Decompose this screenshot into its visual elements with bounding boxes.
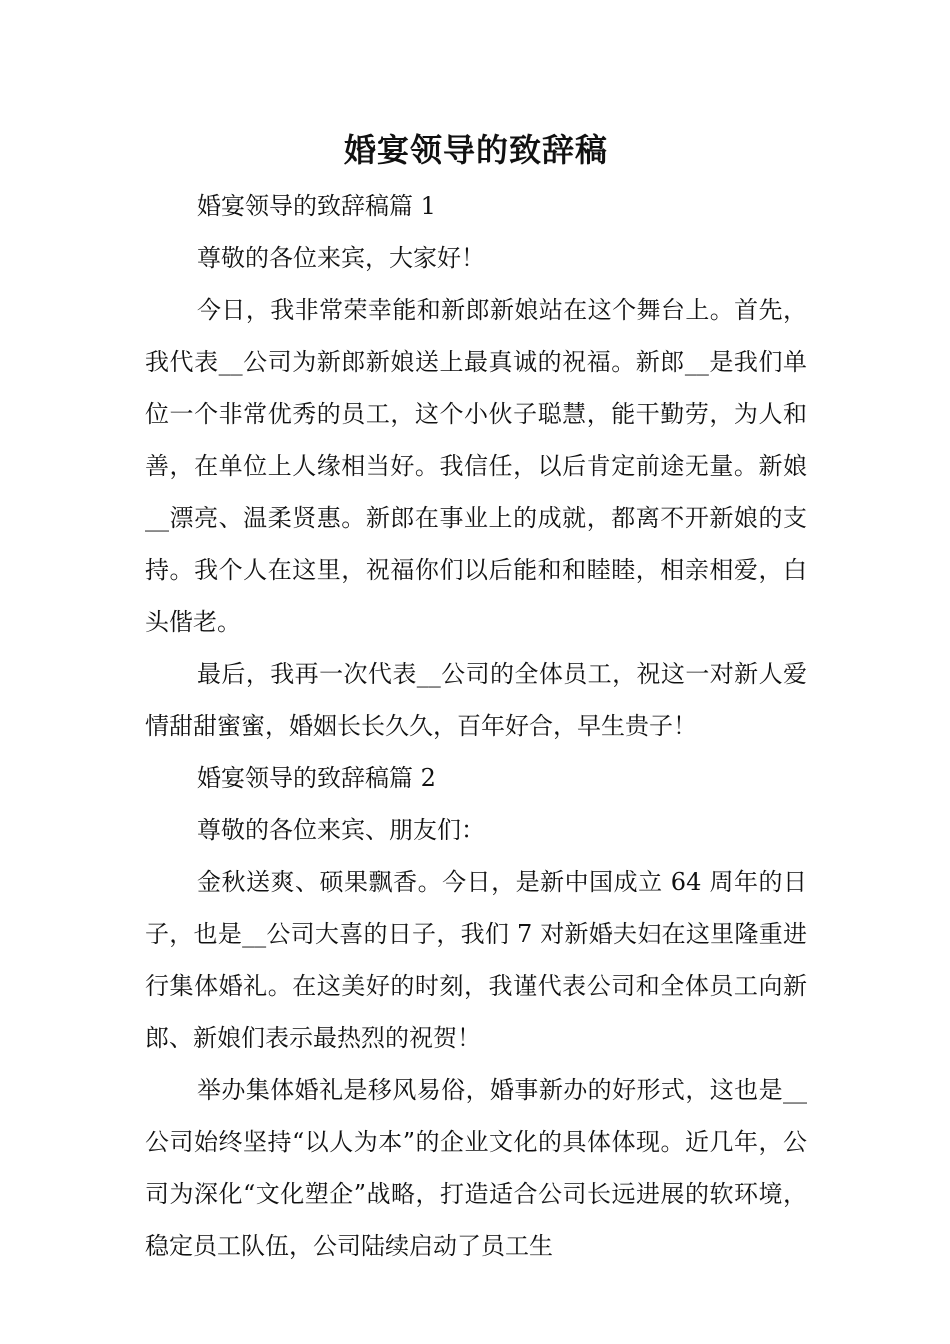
document-page bbox=[145, 120, 807, 1272]
document-title: 婚宴领导的致辞稿 bbox=[343, 131, 608, 169]
body-paragraph: 最后，我再一次代表__公司的全体员工，祝这一对新人爱情甜甜蜜蜜，婚姻长长久久，百年好合，早生贵子！ bbox=[145, 660, 807, 740]
body-paragraph: 今日，我非常荣幸能和新郎新娘站在这个舞台上。首先，我代表__公司为新郎新娘送上最真诚的祝福。新郎__是我们单位一个非常优秀的员工，这个小伙子聪慧，能干勤劳，为人和善，在单位上人缘相当好。我信任，以后肯定前途无量。新娘__漂亮、温柔贤惠。新郎在事业上的成就，都离不开新娘的支持。我个人在这里，祝福你们以后能和和睦睦，相亲相爱，白头偕老。 bbox=[145, 296, 807, 636]
section-heading-1: 婚宴领导的致辞稿篇 1 bbox=[197, 192, 436, 220]
salutation-2: 尊敬的各位来宾、朋友们： bbox=[197, 816, 485, 844]
salutation-1: 尊敬的各位来宾，大家好！ bbox=[197, 244, 485, 272]
body-paragraph: 举办集体婚礼是移风易俗，婚事新办的好形式，这也是__公司始终坚持“以人为本”的企业文化的具体体现。近几年，公司为深化“文化塑企”战略，打造适合公司长远进展的软环境，稳定员工队伍，公司陆续启动了员工生 bbox=[145, 1076, 807, 1260]
section-heading-2: 婚宴领导的致辞稿篇 2 bbox=[197, 764, 436, 792]
body-paragraph: 金秋送爽、硕果飘香。今日，是新中国成立 64 周年的日子，也是__公司大喜的日子，我们 7 对新婚夫妇在这里隆重进行集体婚礼。在这美好的时刻，我谨代表公司和全体员工向新郎、新娘们表示最热烈的祝贺！ bbox=[145, 868, 807, 1052]
